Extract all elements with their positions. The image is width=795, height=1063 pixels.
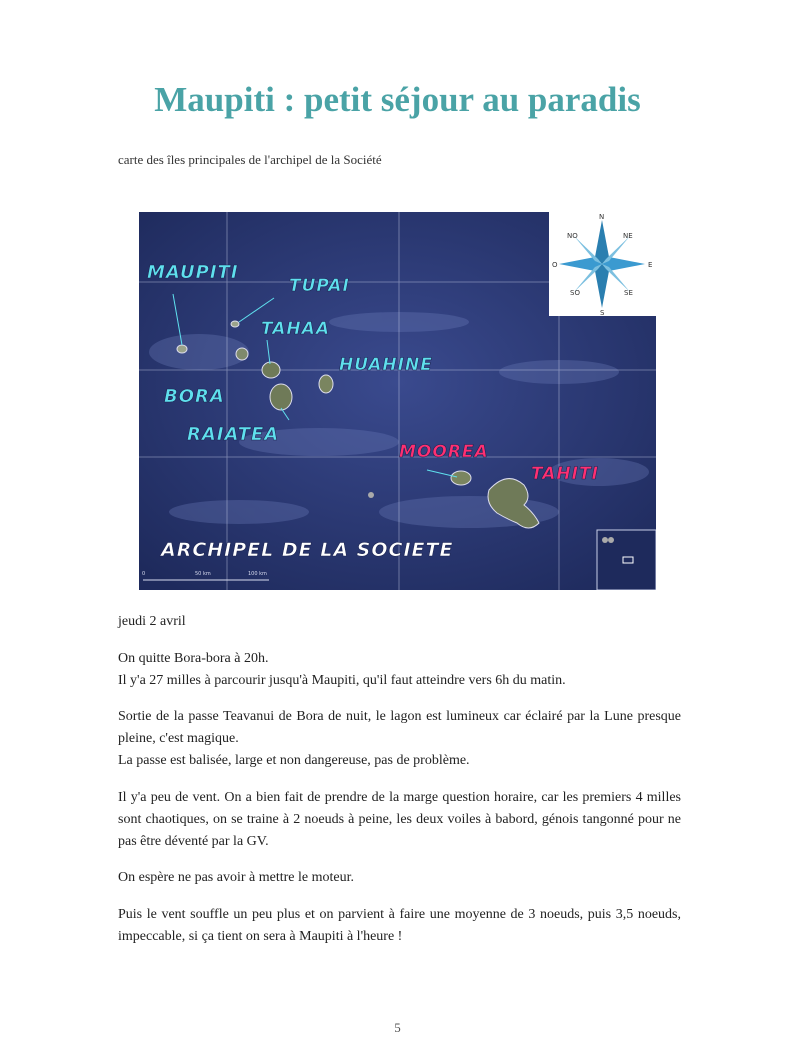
paragraph-5 [118, 904, 681, 948]
raiatea-island [270, 384, 292, 410]
huahine-island [319, 375, 333, 393]
svg-text:SE: SE [624, 289, 633, 297]
svg-text:NO: NO [567, 232, 578, 240]
date-line: jeudi 2 avril [118, 614, 186, 629]
paragraph-4 [118, 867, 681, 889]
svg-text:S: S [600, 309, 605, 317]
paragraph-line: La passe est balisée, large et non dangereuse, pas de problème. [118, 753, 470, 768]
overview-inset [597, 530, 656, 590]
svg-text:E: E [648, 261, 653, 269]
svg-text:SO: SO [570, 289, 580, 297]
maupiti-island [177, 345, 187, 353]
label-raiatea: RAIATEA [187, 424, 280, 445]
map-caption: carte des îles principales de l'archipel de la Société [118, 152, 382, 167]
tupai-island [231, 321, 239, 327]
paragraph-line: Puis le vent souffle un peu plus et on parvient à faire une moyenne de 3 noeuds, puis 3,5 noeuds, impeccable, si ça tient on sera à Maupiti à l'heure ! [118, 907, 681, 944]
page-title: Maupiti : petit séjour au paradis [154, 80, 641, 119]
label-bora: BORA [164, 386, 225, 407]
label-maupiti: MAUPITI [147, 262, 239, 283]
bora-island [236, 348, 248, 360]
paragraph-3 [118, 787, 681, 853]
tahaa-island [262, 362, 280, 378]
svg-text:0: 0 [142, 571, 146, 577]
svg-text:100 km: 100 km [248, 571, 267, 577]
paragraph-line: On quitte Bora-bora à 20h. [118, 651, 269, 666]
label-archipel: ARCHIPEL DE LA SOCIETE [161, 539, 454, 561]
label-huahine: HUAHINE [339, 355, 433, 375]
paragraph-line: Il y'a peu de vent. On a bien fait de prendre de la marge question horaire, car les premiers 4 milles sont chaotiques, on se traine à 2 noeuds à peine, les deux voiles à babord, génois tangonné pour ne pas être déventé par la GV. [118, 790, 681, 849]
label-tahiti: TAHITI [531, 464, 599, 484]
paragraph-line: On espère ne pas avoir à mettre le moteur. [118, 870, 354, 885]
small-islet [368, 492, 374, 498]
paragraph-1 [118, 648, 681, 692]
paragraph-line: Il y'a 27 milles à parcourir jusqu'à Maupiti, qu'il faut atteindre vers 6h du matin. [118, 673, 566, 688]
society-islands-map [139, 212, 656, 590]
label-tahaa: TAHAA [261, 319, 330, 339]
moorea-island [451, 471, 471, 485]
svg-text:O: O [552, 261, 558, 269]
paragraph-line: Sortie de la passe Teavanui de Bora de nuit, le lagon est lumineux car éclairé par la Lune presque pleine, c'est magique. [118, 709, 681, 746]
svg-text:NE: NE [623, 232, 633, 240]
svg-text:N: N [599, 213, 605, 221]
label-tupai: TUPAI [289, 276, 350, 296]
page-number: 5 [394, 1020, 401, 1035]
paragraph-2 [118, 706, 681, 772]
svg-text:50 km: 50 km [195, 571, 211, 577]
compass-rose-icon [549, 212, 656, 317]
label-moorea: MOOREA [399, 442, 489, 462]
